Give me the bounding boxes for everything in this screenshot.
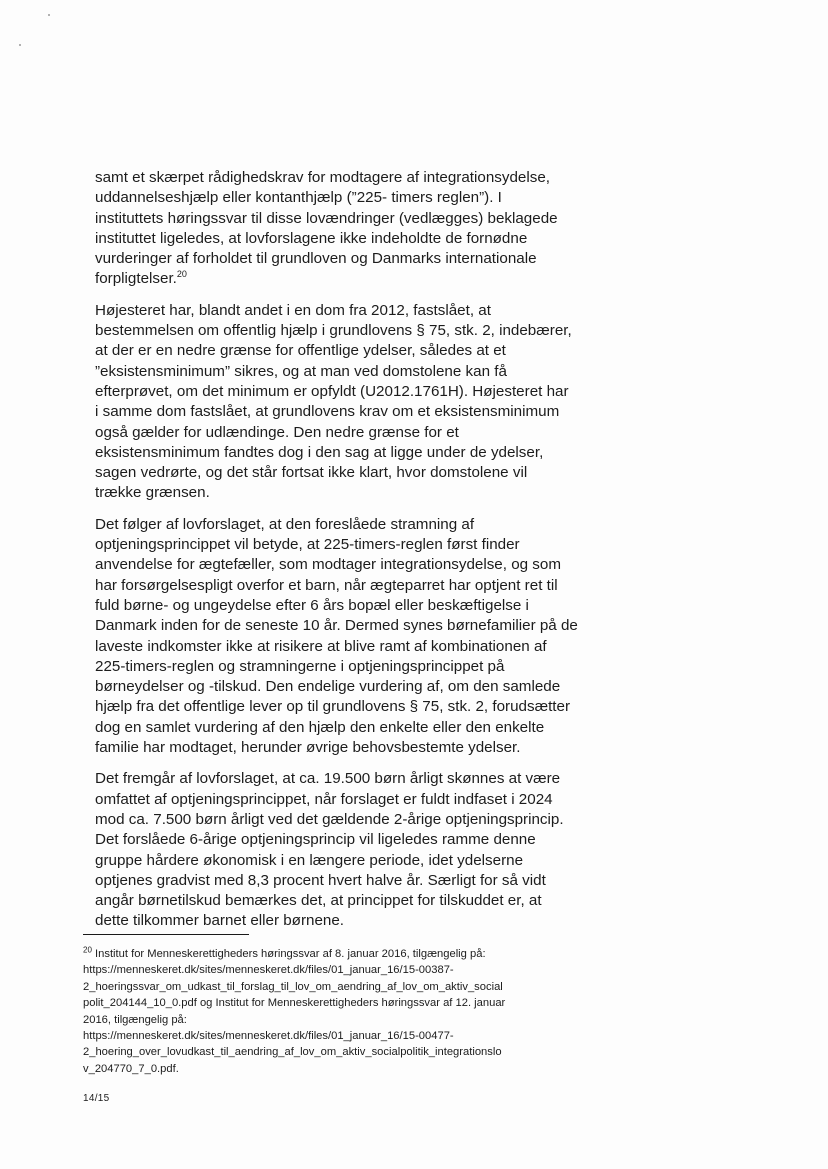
text-line: gruppe hårdere økonomisk i en længere periode, idet ydelserne (95, 851, 524, 869)
paragraph-2 (95, 301, 763, 504)
text-line: Det forslåede 6-årige optjeningsprincip vil ligeledes ramme denne (95, 831, 536, 849)
footnote-separator (83, 934, 249, 935)
text-line: i samme dom fastslået, at grundlovens krav om et eksistensminimum (95, 403, 560, 421)
text-line-content: forpligtelser. (95, 270, 177, 288)
text-line: har forsørgelsespligt overfor et barn, når ægteparret har optjent ret til (95, 576, 558, 594)
text-line: eksistensminimum fandtes dog i den sag at ligge under de ydelser, (95, 443, 544, 461)
text-line: 225-timers-reglen og stramningerne i optjeningsprincippet på (95, 657, 505, 675)
text-line (95, 269, 763, 289)
text-line: uddannelseshjælp eller kontanthjælp (”225- timers reglen”). I (95, 189, 502, 207)
text-line: optjeningsprincippet vil betyde, at 225-timers-reglen først finder (95, 536, 520, 554)
text-line: trække grænsen. (95, 484, 210, 502)
paragraph-1 (95, 168, 763, 290)
text-line: fuld børne- og ungeydelse efter 6 års bopæl eller beskæftigelse i (95, 596, 529, 614)
text-line: at der er en nedre grænse for offentlige ydelser, således at et (95, 342, 506, 360)
text-line: vurderinger af forholdet til grundloven og Danmarks internationale (95, 250, 537, 268)
text-line: instituttets høringssvar til disse lovændringer (vedlægges) beklagede (95, 209, 558, 227)
paragraph-4 (95, 769, 763, 931)
text-line: familie har modtaget, herunder øvrige behovsbestemte ydelser. (95, 739, 521, 757)
text-line: mod ca. 7.500 børn årligt ved det gældende 2-årige optjeningsprincip. (95, 810, 564, 828)
text-line: hjælp fra det offentlige lever op til grundlovens § 75, stk. 2, forudsætter (95, 698, 571, 716)
footnote-link[interactable]: https://menneskeret.dk/sites/menneskeret.dk/files/01_januar_16/15-00477- (83, 1030, 454, 1043)
text-line: Det følger af lovforslaget, at den foreslåede stramning af (95, 515, 475, 533)
text-line: samt et skærpet rådighedskrav for modtagere af integrationsydelse, (95, 169, 551, 186)
text-line: anvendelse for ægtefæller, som modtager integrationsydelse, og som (95, 556, 561, 574)
text-line: Højesteret har, blandt andet i en dom fra 2012, fastslået, at (95, 301, 491, 319)
page-number: 14/15 (83, 1093, 110, 1104)
text-line: laveste indkomster ikke at risikere at blive ramt af kombinationen af (95, 637, 547, 655)
text-line: sagen vedrørte, og det står fortsat ikke klart, hvor domstolene vil (95, 464, 528, 482)
footnote-line: polit_204144_10_0.pdf og Institut for Menneskerettigheders høringssvar af 12. januar (83, 997, 506, 1010)
paragraph-3 (95, 515, 763, 759)
footnote-line: 2016, tilgængelig på: (83, 1013, 187, 1026)
text-line: Danmark inden for de seneste 10 år. Dermed synes børnefamilier på de (95, 617, 578, 635)
footnote-link[interactable]: v_204770_7_0.pdf. (83, 1062, 179, 1075)
text-line: optjenes gradvist med 8,3 procent hvert halve år. Særligt for så vidt (95, 871, 546, 889)
footnote-link[interactable]: https://menneskeret.dk/sites/menneskeret.dk/files/01_januar_16/15-00387- (83, 964, 454, 977)
footnote-link[interactable]: 2_hoering_over_lovudkast_til_aendring_af_lov_om_aktiv_socialpolitik_integrationslo (83, 1046, 502, 1059)
footnote-reference[interactable]: 20 (176, 269, 187, 280)
body-text (95, 168, 763, 943)
text-line: angår børnetilskud bemærkes det, at princippet for tilskuddet er, at (95, 892, 542, 910)
scan-speck (19, 44, 21, 46)
scan-speck (48, 14, 50, 16)
text-line: bestemmelsen om offentlig hjælp i grundlovens § 75, stk. 2, indebærer, (95, 322, 572, 340)
text-line: også gælder for udlændinge. Den nedre grænse for et (95, 423, 459, 441)
footnote-20 (83, 946, 773, 1077)
footnote-text: Institut for Menneskerettigheders høringssvar af 8. januar 2016, tilgængelig på: (95, 948, 486, 960)
text-line: dog en samlet vurdering af den hjælp den enkelte eller den enkelte (95, 718, 545, 736)
text-line: dette tilkommer barnet eller børnene. (95, 912, 345, 930)
footnote-link[interactable]: 2_hoeringssvar_om_udkast_til_forslag_til_lov_om_aendring_af_lov_om_aktiv_social (83, 980, 503, 993)
text-line: instituttet ligeledes, at lovforslagene ikke indeholdte de fornødne (95, 229, 528, 247)
footnote-number: 20 (83, 945, 92, 955)
text-line: børneydelser og -tilskud. Den endelige vurdering af, om den samlede (95, 678, 561, 696)
text-line: ”eksistensminimum” sikres, og at man ved domstolene kan få (95, 362, 507, 380)
text-line: omfattet af optjeningsprincippet, når forslaget er fuldt indfaset i 2024 (95, 790, 553, 808)
text-line: efterprøvet, om det minimum er opfyldt (U2012.1761H). Højesteret har (95, 382, 569, 400)
footnote-line (83, 946, 773, 962)
text-line: Det fremgår af lovforslaget, at ca. 19.500 børn årligt skønnes at være (95, 770, 561, 788)
